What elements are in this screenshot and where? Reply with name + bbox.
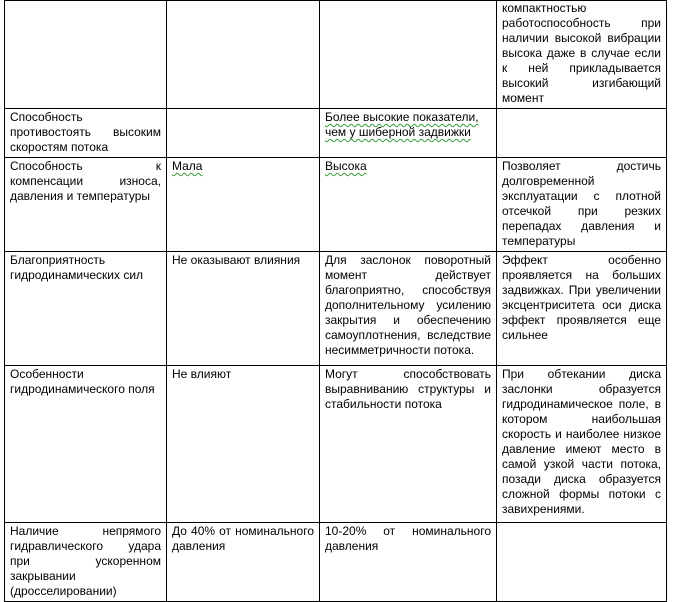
note-cell: Позволяет достичь долговременной эксплуатации с плотной отсечкой при резких перепадах давления и температуры xyxy=(497,158,667,252)
comparison-table xyxy=(4,0,667,602)
gate-cell xyxy=(320,109,497,158)
note-cell: При обтекании диска заслонки образуется гидродинамическое поле, в котором наибольшая скорость и наиболее низкое давление имеют место в самой узкой части потока, позади диска образуется сложной формы потоки с завихрениями. xyxy=(497,366,667,523)
property-cell: Наличие непрямого гидравлического удара при ускоренном закрывании (дросселировании) xyxy=(5,523,167,602)
gate-cell: Могут способствовать выравниванию структуры и стабильности потока xyxy=(320,366,497,523)
property-cell: Особенности гидродинамического поля xyxy=(5,366,167,523)
property-cell: Способность противостоять высоким скоростям потока xyxy=(5,109,167,158)
note-cell xyxy=(497,523,667,602)
note-cell xyxy=(497,109,667,158)
table-row xyxy=(5,109,667,158)
property-cell xyxy=(5,1,167,109)
table-row xyxy=(5,366,667,523)
gate-text: Высока xyxy=(325,159,367,173)
gate-text: Более высокие показатели, чем у шиберной задвижки xyxy=(325,110,479,139)
butterfly-cell: До 40% от номинального давления xyxy=(167,523,320,602)
butterfly-text: Мала xyxy=(172,159,203,173)
property-cell: Способность к компенсации износа, давления и температуры xyxy=(5,158,167,252)
butterfly-cell: Не влияют xyxy=(167,366,320,523)
butterfly-cell xyxy=(167,109,320,158)
gate-cell: 10-20% от номинального давления xyxy=(320,523,497,602)
table-row xyxy=(5,1,667,109)
note-cell: компактностью работоспособность при наличии высокой вибрации высока даже в случае если к ней прикладывается высокий изгибающий момент xyxy=(497,1,667,109)
gate-cell xyxy=(320,158,497,252)
table-row xyxy=(5,523,667,602)
butterfly-cell: Не оказывают влияния xyxy=(167,252,320,366)
table-row xyxy=(5,252,667,366)
note-cell: Эффект особенно проявляется на больших задвижках. При увеличении эксцентриситета оси диска эффект проявляется еще сильнее xyxy=(497,252,667,366)
property-cell: Благоприятность гидродинамических сил xyxy=(5,252,167,366)
butterfly-cell xyxy=(167,1,320,109)
butterfly-cell xyxy=(167,158,320,252)
table-row xyxy=(5,158,667,252)
gate-cell xyxy=(320,1,497,109)
gate-cell: Для заслонок поворотный момент действует благоприятно, способствуя дополнительному усилению закрытия и обеспечению самоуплотнения, вследствие несимметричности потока. xyxy=(320,252,497,366)
